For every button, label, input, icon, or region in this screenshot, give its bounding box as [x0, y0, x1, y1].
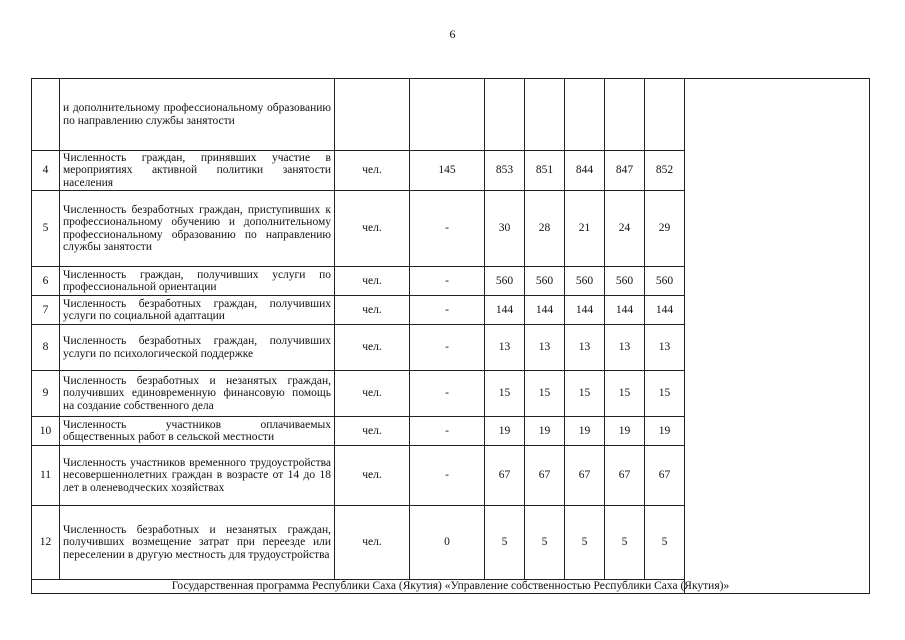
- unit-cell: чел.: [335, 506, 410, 580]
- value-cell: 29: [645, 191, 685, 267]
- row-number: 12: [32, 506, 60, 580]
- value-cell: 19: [565, 417, 605, 446]
- value-cell: 560: [565, 267, 605, 296]
- value-cell: 30: [485, 191, 525, 267]
- value-cell: 852: [645, 151, 685, 191]
- value-cell: 847: [605, 151, 645, 191]
- value-cell: 67: [485, 446, 525, 506]
- value-cell: [605, 79, 645, 151]
- value-cell: 19: [645, 417, 685, 446]
- row-number: 9: [32, 371, 60, 417]
- value-cell: -: [410, 371, 485, 417]
- value-cell: [410, 79, 485, 151]
- value-cell: 0: [410, 506, 485, 580]
- indicator-name: Численность безработных и незанятых граждан, получивших единовременную финансовую помощь на создание собственного дела: [60, 371, 335, 417]
- row-number: 6: [32, 267, 60, 296]
- value-cell: -: [410, 296, 485, 325]
- value-cell: 844: [565, 151, 605, 191]
- merged-empty-cell: [685, 79, 870, 594]
- value-cell: 851: [525, 151, 565, 191]
- value-cell: 144: [605, 296, 645, 325]
- value-cell: -: [410, 446, 485, 506]
- value-cell: [525, 79, 565, 151]
- value-cell: 5: [565, 506, 605, 580]
- value-cell: -: [410, 267, 485, 296]
- value-cell: 144: [645, 296, 685, 325]
- unit-cell: чел.: [335, 191, 410, 267]
- table-row: [32, 79, 870, 151]
- unit-cell: чел.: [335, 296, 410, 325]
- value-cell: 145: [410, 151, 485, 191]
- value-cell: 560: [645, 267, 685, 296]
- value-cell: 24: [605, 191, 645, 267]
- value-cell: 13: [645, 325, 685, 371]
- value-cell: 144: [565, 296, 605, 325]
- value-cell: 560: [525, 267, 565, 296]
- value-cell: 5: [645, 506, 685, 580]
- value-cell: -: [410, 417, 485, 446]
- indicator-name: Численность участников временного трудоустройства несовершеннолетних граждан в возрасте от 14 до 18 лет в оленеводческих хозяйствах: [60, 446, 335, 506]
- value-cell: 19: [525, 417, 565, 446]
- indicator-name: Численность безработных граждан, приступивших к профессиональному обучению и дополнительному профессиональному образованию по направлению службы занятости: [60, 191, 335, 267]
- row-number: 10: [32, 417, 60, 446]
- value-cell: 28: [525, 191, 565, 267]
- value-cell: 67: [605, 446, 645, 506]
- value-cell: 67: [525, 446, 565, 506]
- value-cell: 13: [565, 325, 605, 371]
- indicator-name: Численность безработных граждан, получивших услуги по психологической поддержке: [60, 325, 335, 371]
- value-cell: 560: [485, 267, 525, 296]
- value-cell: 144: [525, 296, 565, 325]
- unit-cell: чел.: [335, 417, 410, 446]
- indicator-name: Численность граждан, получивших услуги по профессиональной ориентации: [60, 267, 335, 296]
- value-cell: 67: [565, 446, 605, 506]
- value-cell: 5: [605, 506, 645, 580]
- value-cell: 19: [605, 417, 645, 446]
- indicator-name: Численность участников оплачиваемых общественных работ в сельской местности: [60, 417, 335, 446]
- row-number: [32, 79, 60, 151]
- value-cell: [565, 79, 605, 151]
- page-number: 6: [449, 27, 456, 41]
- value-cell: [485, 79, 525, 151]
- value-cell: 560: [605, 267, 645, 296]
- value-cell: -: [410, 325, 485, 371]
- indicator-name: Численность безработных граждан, получивших услуги по социальной адаптации: [60, 296, 335, 325]
- value-cell: 5: [525, 506, 565, 580]
- value-cell: -: [410, 191, 485, 267]
- value-cell: 15: [645, 371, 685, 417]
- row-number: 5: [32, 191, 60, 267]
- indicator-name: Численность граждан, принявших участие в мероприятиях активной политики занятости населения: [60, 151, 335, 191]
- value-cell: 15: [525, 371, 565, 417]
- value-cell: 67: [645, 446, 685, 506]
- row-number: 8: [32, 325, 60, 371]
- unit-cell: чел.: [335, 267, 410, 296]
- indicators-table: [31, 78, 870, 594]
- value-cell: 13: [485, 325, 525, 371]
- unit-cell: чел.: [335, 446, 410, 506]
- value-cell: 853: [485, 151, 525, 191]
- row-number: 7: [32, 296, 60, 325]
- value-cell: 13: [605, 325, 645, 371]
- value-cell: 15: [605, 371, 645, 417]
- value-cell: 13: [525, 325, 565, 371]
- unit-cell: чел.: [335, 151, 410, 191]
- row-number: 11: [32, 446, 60, 506]
- value-cell: 5: [485, 506, 525, 580]
- value-cell: [645, 79, 685, 151]
- unit-cell: [335, 79, 410, 151]
- unit-cell: чел.: [335, 325, 410, 371]
- value-cell: 15: [485, 371, 525, 417]
- indicator-name: и дополнительному профессиональному образованию по направлению службы занятости: [60, 79, 335, 151]
- unit-cell: чел.: [335, 371, 410, 417]
- indicator-name: Численность безработных и незанятых граждан, получивших возмещение затрат при переезде или переселении в другую местность для трудоустройства: [60, 506, 335, 580]
- table-row: [32, 580, 870, 594]
- value-cell: 19: [485, 417, 525, 446]
- program-title-row: Государственная программа Республики Саха (Якутия) «Управление собственностью Республики Саха (Якутия)»: [32, 580, 870, 594]
- value-cell: 21: [565, 191, 605, 267]
- row-number: 4: [32, 151, 60, 191]
- value-cell: 15: [565, 371, 605, 417]
- value-cell: 144: [485, 296, 525, 325]
